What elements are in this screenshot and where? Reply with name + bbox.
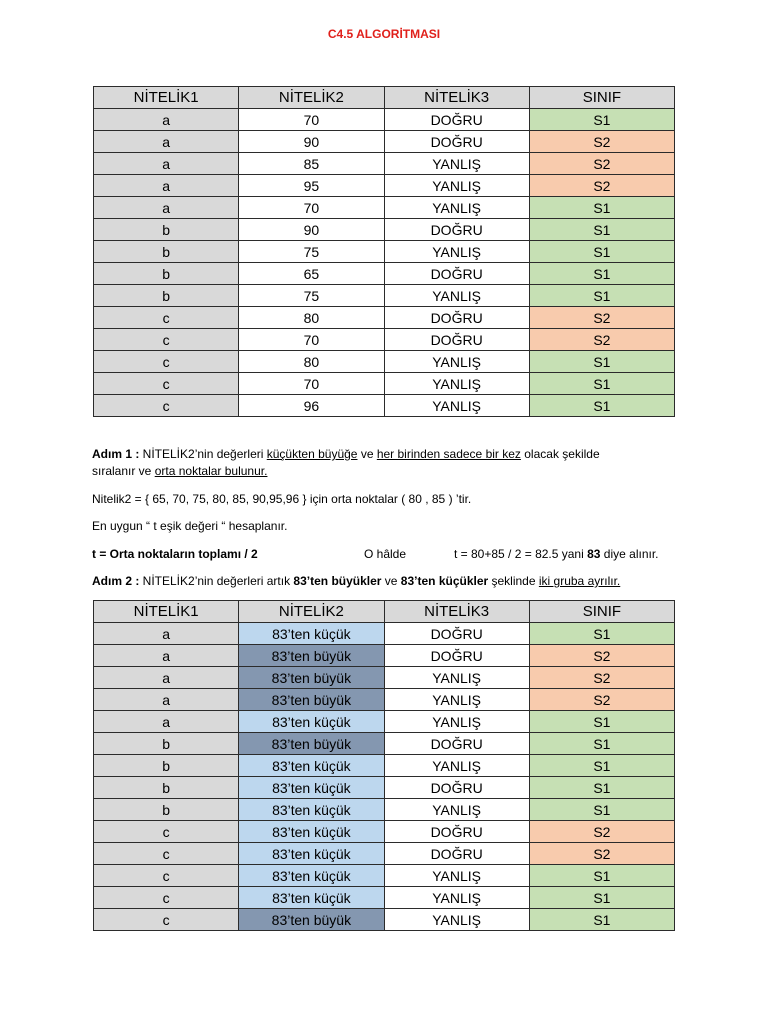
data-table-split: [93, 600, 675, 931]
cell-sinif: S1: [529, 909, 674, 931]
page-title: C4.5 ALGORİTMASI: [327, 27, 441, 41]
table-row: [94, 109, 675, 131]
cell-nitelik3: DOĞRU: [384, 733, 529, 755]
table-row: [94, 395, 675, 417]
cell-sinif: S2: [529, 843, 674, 865]
cell-nitelik2: 95: [239, 175, 384, 197]
cell-nitelik1: c: [94, 373, 239, 395]
cell-nitelik3: YANLIŞ: [384, 667, 529, 689]
table-row: [94, 799, 675, 821]
cell-nitelik1: a: [94, 623, 239, 645]
step1-text: sıralanır ve: [92, 464, 155, 478]
header-sinif: SINIF: [529, 87, 674, 109]
step1-text: NİTELİK2’nin değerleri: [139, 447, 267, 461]
cell-sinif: S1: [529, 219, 674, 241]
cell-nitelik1: c: [94, 843, 239, 865]
cell-nitelik1: c: [94, 395, 239, 417]
table-row: [94, 821, 675, 843]
formula-line: [92, 546, 682, 563]
formula-right-text: diye alınır.: [600, 547, 659, 561]
cell-nitelik3: DOĞRU: [384, 109, 529, 131]
cell-nitelik2: 83’ten küçük: [239, 623, 384, 645]
cell-nitelik3: YANLIŞ: [384, 241, 529, 263]
cell-sinif: S1: [529, 711, 674, 733]
cell-nitelik2: 83’ten küçük: [239, 777, 384, 799]
header-sinif: SINIF: [529, 601, 674, 623]
cell-nitelik3: YANLIŞ: [384, 755, 529, 777]
table-row: [94, 131, 675, 153]
cell-nitelik3: DOĞRU: [384, 843, 529, 865]
cell-nitelik2: 83’ten küçük: [239, 887, 384, 909]
cell-nitelik1: a: [94, 711, 239, 733]
cell-sinif: S2: [529, 689, 674, 711]
cell-nitelik2: 75: [239, 285, 384, 307]
cell-nitelik1: a: [94, 109, 239, 131]
cell-nitelik1: c: [94, 821, 239, 843]
table-row: [94, 755, 675, 777]
table-row: [94, 865, 675, 887]
cell-nitelik3: YANLIŞ: [384, 909, 529, 931]
cell-nitelik1: c: [94, 307, 239, 329]
cell-sinif: S1: [529, 887, 674, 909]
formula-threshold-value: 83: [587, 547, 601, 561]
table-row: [94, 197, 675, 219]
cell-nitelik2: 83’ten küçük: [239, 755, 384, 777]
cell-nitelik2: 83’ten büyük: [239, 667, 384, 689]
cell-nitelik3: DOĞRU: [384, 219, 529, 241]
cell-sinif: S1: [529, 285, 674, 307]
cell-nitelik1: b: [94, 777, 239, 799]
table-row: [94, 263, 675, 285]
cell-nitelik3: YANLIŞ: [384, 395, 529, 417]
cell-nitelik3: YANLIŞ: [384, 153, 529, 175]
step2-underline: iki gruba ayrılır.: [538, 574, 621, 588]
cell-nitelik3: YANLIŞ: [384, 351, 529, 373]
cell-nitelik2: 83’ten küçük: [239, 799, 384, 821]
step1-underline-2: her birinden sadece bir kez: [376, 447, 521, 461]
cell-nitelik2: 83’ten büyük: [239, 909, 384, 931]
cell-nitelik1: a: [94, 153, 239, 175]
step2-bold-2: 83’ten küçükler: [400, 574, 489, 588]
cell-nitelik3: YANLIŞ: [384, 175, 529, 197]
cell-nitelik2: 83’ten büyük: [239, 689, 384, 711]
cell-nitelik1: c: [94, 329, 239, 351]
header-nitelik2: NİTELİK2: [239, 87, 384, 109]
cell-sinif: S2: [529, 667, 674, 689]
cell-sinif: S1: [529, 197, 674, 219]
data-table-original: [93, 86, 675, 417]
step1-label: Adım 1 :: [92, 447, 140, 461]
step2-bold-1: 83’ten büyükler: [293, 574, 382, 588]
nitelik2-values-line: Nitelik2 = { 65, 70, 75, 80, 85, 90,95,96 } için orta noktalar ( 80 , 85 ) ’tir.: [92, 492, 472, 506]
cell-nitelik1: a: [94, 667, 239, 689]
step2-text: şeklinde: [488, 574, 539, 588]
table-row: [94, 777, 675, 799]
cell-nitelik2: 80: [239, 351, 384, 373]
cell-nitelik1: b: [94, 733, 239, 755]
cell-nitelik3: DOĞRU: [384, 623, 529, 645]
cell-nitelik3: YANLIŞ: [384, 711, 529, 733]
table-row: [94, 909, 675, 931]
step1-text: ve: [357, 447, 377, 461]
cell-nitelik3: DOĞRU: [384, 263, 529, 285]
header-nitelik3: NİTELİK3: [384, 87, 529, 109]
cell-nitelik2: 75: [239, 241, 384, 263]
table-row: [94, 329, 675, 351]
step2-text: ve: [381, 574, 401, 588]
cell-nitelik1: c: [94, 351, 239, 373]
cell-nitelik2: 83’ten küçük: [239, 711, 384, 733]
cell-nitelik2: 83’ten küçük: [239, 865, 384, 887]
cell-sinif: S2: [529, 307, 674, 329]
cell-nitelik2: 83’ten küçük: [239, 843, 384, 865]
formula-mid: O hâlde: [364, 547, 407, 561]
table-row: [94, 667, 675, 689]
header-nitelik1: NİTELİK1: [94, 87, 239, 109]
step2-label: Adım 2 :: [92, 574, 140, 588]
formula-left: t = Orta noktaların toplamı / 2: [92, 547, 258, 561]
cell-nitelik2: 70: [239, 197, 384, 219]
cell-nitelik1: a: [94, 131, 239, 153]
cell-sinif: S1: [529, 777, 674, 799]
cell-nitelik1: b: [94, 755, 239, 777]
cell-nitelik2: 70: [239, 329, 384, 351]
table-row: [94, 307, 675, 329]
table-header-row: [94, 601, 675, 623]
cell-sinif: S1: [529, 241, 674, 263]
table-row: [94, 351, 675, 373]
cell-nitelik1: c: [94, 865, 239, 887]
cell-nitelik3: YANLIŞ: [384, 887, 529, 909]
step1-underline-3: orta noktalar bulunur.: [154, 464, 268, 478]
cell-sinif: S1: [529, 263, 674, 285]
cell-nitelik2: 96: [239, 395, 384, 417]
table-row: [94, 285, 675, 307]
formula-right: [454, 546, 659, 563]
step1-paragraph: [92, 446, 600, 480]
cell-sinif: S1: [529, 799, 674, 821]
table-row: [94, 175, 675, 197]
cell-nitelik2: 70: [239, 373, 384, 395]
cell-nitelik2: 65: [239, 263, 384, 285]
cell-nitelik1: b: [94, 241, 239, 263]
cell-nitelik1: b: [94, 219, 239, 241]
header-nitelik1: NİTELİK1: [94, 601, 239, 623]
cell-sinif: S2: [529, 821, 674, 843]
cell-nitelik3: YANLIŞ: [384, 689, 529, 711]
cell-nitelik3: YANLIŞ: [384, 799, 529, 821]
table-row: [94, 153, 675, 175]
header-nitelik2: NİTELİK2: [239, 601, 384, 623]
cell-nitelik1: a: [94, 645, 239, 667]
table-row: [94, 623, 675, 645]
cell-nitelik2: 90: [239, 219, 384, 241]
cell-nitelik1: c: [94, 887, 239, 909]
cell-nitelik1: c: [94, 909, 239, 931]
cell-sinif: S1: [529, 733, 674, 755]
cell-nitelik1: b: [94, 263, 239, 285]
header-nitelik3: NİTELİK3: [384, 601, 529, 623]
cell-nitelik2: 90: [239, 131, 384, 153]
cell-nitelik2: 80: [239, 307, 384, 329]
cell-nitelik1: a: [94, 175, 239, 197]
table-row: [94, 843, 675, 865]
cell-nitelik2: 83’ten büyük: [239, 733, 384, 755]
cell-nitelik3: YANLIŞ: [384, 865, 529, 887]
cell-sinif: S2: [529, 131, 674, 153]
cell-nitelik3: DOĞRU: [384, 777, 529, 799]
cell-nitelik1: b: [94, 799, 239, 821]
table-row: [94, 711, 675, 733]
cell-nitelik3: DOĞRU: [384, 821, 529, 843]
cell-sinif: S2: [529, 329, 674, 351]
table-row: [94, 219, 675, 241]
table-row: [94, 887, 675, 909]
threshold-line: En uygun “ t eşik değeri “ hesaplanır.: [92, 519, 288, 533]
cell-sinif: S2: [529, 175, 674, 197]
cell-sinif: S1: [529, 351, 674, 373]
cell-sinif: S2: [529, 153, 674, 175]
cell-nitelik2: 70: [239, 109, 384, 131]
table-row: [94, 733, 675, 755]
cell-sinif: S1: [529, 755, 674, 777]
formula-right-text: t = 80+85 / 2 = 82.5 yani: [454, 547, 588, 561]
cell-sinif: S1: [529, 109, 674, 131]
cell-sinif: S1: [529, 623, 674, 645]
cell-sinif: S1: [529, 865, 674, 887]
cell-nitelik3: YANLIŞ: [384, 197, 529, 219]
step1-underline-1: küçükten büyüğe: [266, 447, 358, 461]
cell-nitelik2: 83’ten küçük: [239, 821, 384, 843]
cell-nitelik1: b: [94, 285, 239, 307]
cell-sinif: S1: [529, 373, 674, 395]
table-header-row: [94, 87, 675, 109]
cell-nitelik2: 85: [239, 153, 384, 175]
cell-nitelik3: YANLIŞ: [384, 285, 529, 307]
table-row: [94, 241, 675, 263]
cell-nitelik3: DOĞRU: [384, 307, 529, 329]
cell-nitelik1: a: [94, 197, 239, 219]
cell-nitelik3: DOĞRU: [384, 329, 529, 351]
table-row: [94, 373, 675, 395]
step1-text: olacak şekilde: [520, 447, 600, 461]
step2-text: NİTELİK2’nin değerleri artık: [139, 574, 294, 588]
table-row: [94, 689, 675, 711]
cell-nitelik3: DOĞRU: [384, 131, 529, 153]
table-row: [94, 645, 675, 667]
cell-sinif: S1: [529, 395, 674, 417]
cell-nitelik3: YANLIŞ: [384, 373, 529, 395]
cell-sinif: S2: [529, 645, 674, 667]
cell-nitelik1: a: [94, 689, 239, 711]
cell-nitelik2: 83’ten büyük: [239, 645, 384, 667]
step2-paragraph: [92, 573, 620, 590]
cell-nitelik3: DOĞRU: [384, 645, 529, 667]
